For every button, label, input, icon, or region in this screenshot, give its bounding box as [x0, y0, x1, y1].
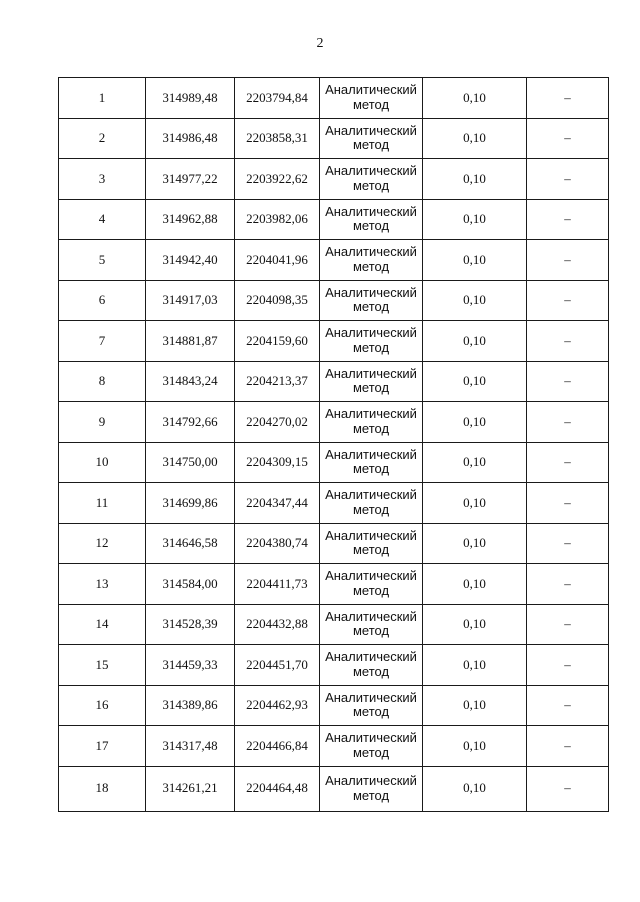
- method-line-1: Аналитический: [325, 568, 417, 584]
- note-cell: –: [527, 604, 609, 645]
- point-number-cell: 6: [59, 280, 146, 321]
- note-cell: –: [527, 402, 609, 443]
- x-coordinate-cell: 314977,22: [146, 159, 235, 200]
- table-row: [59, 766, 609, 811]
- table-row: [59, 645, 609, 686]
- method-line-1: Аналитический: [325, 649, 417, 665]
- note-cell: –: [527, 442, 609, 483]
- note-cell: –: [527, 645, 609, 686]
- note-cell: –: [527, 483, 609, 524]
- method-line-1: Аналитический: [325, 163, 417, 179]
- method-cell: [320, 280, 423, 321]
- method-cell: [320, 402, 423, 443]
- y-coordinate-cell: 2204098,35: [235, 280, 320, 321]
- method-line-1: Аналитический: [325, 406, 417, 422]
- method-line-2: метод: [352, 177, 390, 193]
- y-coordinate-cell: 2204464,48: [235, 766, 320, 811]
- method-cell: [320, 645, 423, 686]
- method-line-1: Аналитический: [325, 82, 417, 98]
- method-line-2: метод: [352, 623, 390, 639]
- method-cell: [320, 321, 423, 362]
- point-number-cell: 9: [59, 402, 146, 443]
- x-coordinate-cell: 314986,48: [146, 118, 235, 159]
- x-coordinate-cell: 314792,66: [146, 402, 235, 443]
- note-cell: –: [527, 361, 609, 402]
- method-line-1: Аналитический: [325, 730, 417, 746]
- x-coordinate-cell: 314989,48: [146, 78, 235, 119]
- method-cell: [320, 523, 423, 564]
- point-number-cell: 5: [59, 240, 146, 281]
- x-coordinate-cell: 314584,00: [146, 564, 235, 605]
- point-number-cell: 8: [59, 361, 146, 402]
- note-cell: –: [527, 280, 609, 321]
- method-line-1: Аналитический: [325, 284, 417, 300]
- accuracy-cell: 0,10: [423, 766, 527, 811]
- note-cell: –: [527, 199, 609, 240]
- table-row: [59, 159, 609, 200]
- method-line-1: Аналитический: [325, 203, 417, 219]
- method-cell: [320, 564, 423, 605]
- point-number-cell: 11: [59, 483, 146, 524]
- y-coordinate-cell: 2204213,37: [235, 361, 320, 402]
- note-cell: –: [527, 685, 609, 726]
- x-coordinate-cell: 314317,48: [146, 726, 235, 767]
- table-row: [59, 483, 609, 524]
- x-coordinate-cell: 314646,58: [146, 523, 235, 564]
- x-coordinate-cell: 314261,21: [146, 766, 235, 811]
- method-line-2: метод: [352, 96, 390, 112]
- method-cell: [320, 685, 423, 726]
- table-row: [59, 240, 609, 281]
- method-cell: [320, 726, 423, 767]
- note-cell: –: [527, 321, 609, 362]
- x-coordinate-cell: 314942,40: [146, 240, 235, 281]
- x-coordinate-cell: 314962,88: [146, 199, 235, 240]
- point-number-cell: 18: [59, 766, 146, 811]
- accuracy-cell: 0,10: [423, 685, 527, 726]
- method-line-1: Аналитический: [325, 689, 417, 705]
- point-number-cell: 16: [59, 685, 146, 726]
- accuracy-cell: 0,10: [423, 199, 527, 240]
- accuracy-cell: 0,10: [423, 402, 527, 443]
- method-cell: [320, 483, 423, 524]
- accuracy-cell: 0,10: [423, 159, 527, 200]
- accuracy-cell: 0,10: [423, 118, 527, 159]
- note-cell: –: [527, 523, 609, 564]
- coordinates-table: [58, 77, 609, 812]
- note-cell: –: [527, 240, 609, 281]
- method-line-2: метод: [352, 339, 390, 355]
- point-number-cell: 15: [59, 645, 146, 686]
- point-number-cell: 7: [59, 321, 146, 362]
- table-row: [59, 564, 609, 605]
- note-cell: –: [527, 726, 609, 767]
- method-line-2: метод: [352, 461, 390, 477]
- table-row: [59, 361, 609, 402]
- point-number-cell: 13: [59, 564, 146, 605]
- x-coordinate-cell: 314750,00: [146, 442, 235, 483]
- method-line-2: метод: [352, 744, 390, 760]
- method-line-1: Аналитический: [325, 608, 417, 624]
- point-number-cell: 1: [59, 78, 146, 119]
- coordinates-table-body: [59, 78, 609, 812]
- x-coordinate-cell: 314843,24: [146, 361, 235, 402]
- method-cell: [320, 766, 423, 811]
- method-line-2: метод: [352, 663, 390, 679]
- method-cell: [320, 159, 423, 200]
- y-coordinate-cell: 2204347,44: [235, 483, 320, 524]
- point-number-cell: 4: [59, 199, 146, 240]
- method-line-2: метод: [352, 299, 390, 315]
- method-line-1: Аналитический: [325, 365, 417, 381]
- table-row: [59, 685, 609, 726]
- table-row: [59, 118, 609, 159]
- page-number: 2: [316, 36, 324, 51]
- method-cell: [320, 78, 423, 119]
- method-line-2: метод: [352, 704, 390, 720]
- method-line-2: метод: [352, 137, 390, 153]
- x-coordinate-cell: 314459,33: [146, 645, 235, 686]
- accuracy-cell: 0,10: [423, 564, 527, 605]
- method-cell: [320, 118, 423, 159]
- note-cell: –: [527, 159, 609, 200]
- note-cell: –: [527, 564, 609, 605]
- y-coordinate-cell: 2204462,93: [235, 685, 320, 726]
- accuracy-cell: 0,10: [423, 321, 527, 362]
- y-coordinate-cell: 2203922,62: [235, 159, 320, 200]
- table-row: [59, 604, 609, 645]
- table-row: [59, 280, 609, 321]
- accuracy-cell: 0,10: [423, 523, 527, 564]
- table-row: [59, 523, 609, 564]
- y-coordinate-cell: 2204432,88: [235, 604, 320, 645]
- table-row: [59, 199, 609, 240]
- method-line-1: Аналитический: [325, 325, 417, 341]
- table-row: [59, 321, 609, 362]
- table-row: [59, 442, 609, 483]
- note-cell: –: [527, 118, 609, 159]
- x-coordinate-cell: 314389,86: [146, 685, 235, 726]
- method-cell: [320, 442, 423, 483]
- method-line-2: метод: [352, 420, 390, 436]
- y-coordinate-cell: 2204270,02: [235, 402, 320, 443]
- method-line-1: Аналитический: [325, 122, 417, 138]
- table-row: [59, 726, 609, 767]
- method-line-2: метод: [352, 787, 390, 803]
- accuracy-cell: 0,10: [423, 483, 527, 524]
- y-coordinate-cell: 2204041,96: [235, 240, 320, 281]
- y-coordinate-cell: 2204451,70: [235, 645, 320, 686]
- x-coordinate-cell: 314699,86: [146, 483, 235, 524]
- method-line-2: метод: [352, 582, 390, 598]
- method-line-2: метод: [352, 542, 390, 558]
- x-coordinate-cell: 314881,87: [146, 321, 235, 362]
- method-line-2: метод: [352, 218, 390, 234]
- method-cell: [320, 604, 423, 645]
- method-line-2: метод: [352, 501, 390, 517]
- method-line-1: Аналитический: [325, 244, 417, 260]
- method-line-2: метод: [352, 380, 390, 396]
- point-number-cell: 10: [59, 442, 146, 483]
- note-cell: –: [527, 78, 609, 119]
- y-coordinate-cell: 2204411,73: [235, 564, 320, 605]
- point-number-cell: 12: [59, 523, 146, 564]
- point-number-cell: 14: [59, 604, 146, 645]
- x-coordinate-cell: 314528,39: [146, 604, 235, 645]
- point-number-cell: 17: [59, 726, 146, 767]
- accuracy-cell: 0,10: [423, 442, 527, 483]
- y-coordinate-cell: 2204466,84: [235, 726, 320, 767]
- method-cell: [320, 361, 423, 402]
- method-line-1: Аналитический: [325, 487, 417, 503]
- y-coordinate-cell: 2204380,74: [235, 523, 320, 564]
- y-coordinate-cell: 2204159,60: [235, 321, 320, 362]
- method-line-2: метод: [352, 258, 390, 274]
- accuracy-cell: 0,10: [423, 280, 527, 321]
- accuracy-cell: 0,10: [423, 645, 527, 686]
- method-cell: [320, 199, 423, 240]
- table-row: [59, 78, 609, 119]
- table-row: [59, 402, 609, 443]
- accuracy-cell: 0,10: [423, 78, 527, 119]
- accuracy-cell: 0,10: [423, 726, 527, 767]
- y-coordinate-cell: 2204309,15: [235, 442, 320, 483]
- method-line-1: Аналитический: [325, 446, 417, 462]
- point-number-cell: 3: [59, 159, 146, 200]
- x-coordinate-cell: 314917,03: [146, 280, 235, 321]
- y-coordinate-cell: 2203858,31: [235, 118, 320, 159]
- accuracy-cell: 0,10: [423, 361, 527, 402]
- note-cell: –: [527, 766, 609, 811]
- method-line-1: Аналитический: [325, 527, 417, 543]
- y-coordinate-cell: 2203794,84: [235, 78, 320, 119]
- accuracy-cell: 0,10: [423, 604, 527, 645]
- point-number-cell: 2: [59, 118, 146, 159]
- accuracy-cell: 0,10: [423, 240, 527, 281]
- method-cell: [320, 240, 423, 281]
- method-line-1: Аналитический: [325, 773, 417, 789]
- y-coordinate-cell: 2203982,06: [235, 199, 320, 240]
